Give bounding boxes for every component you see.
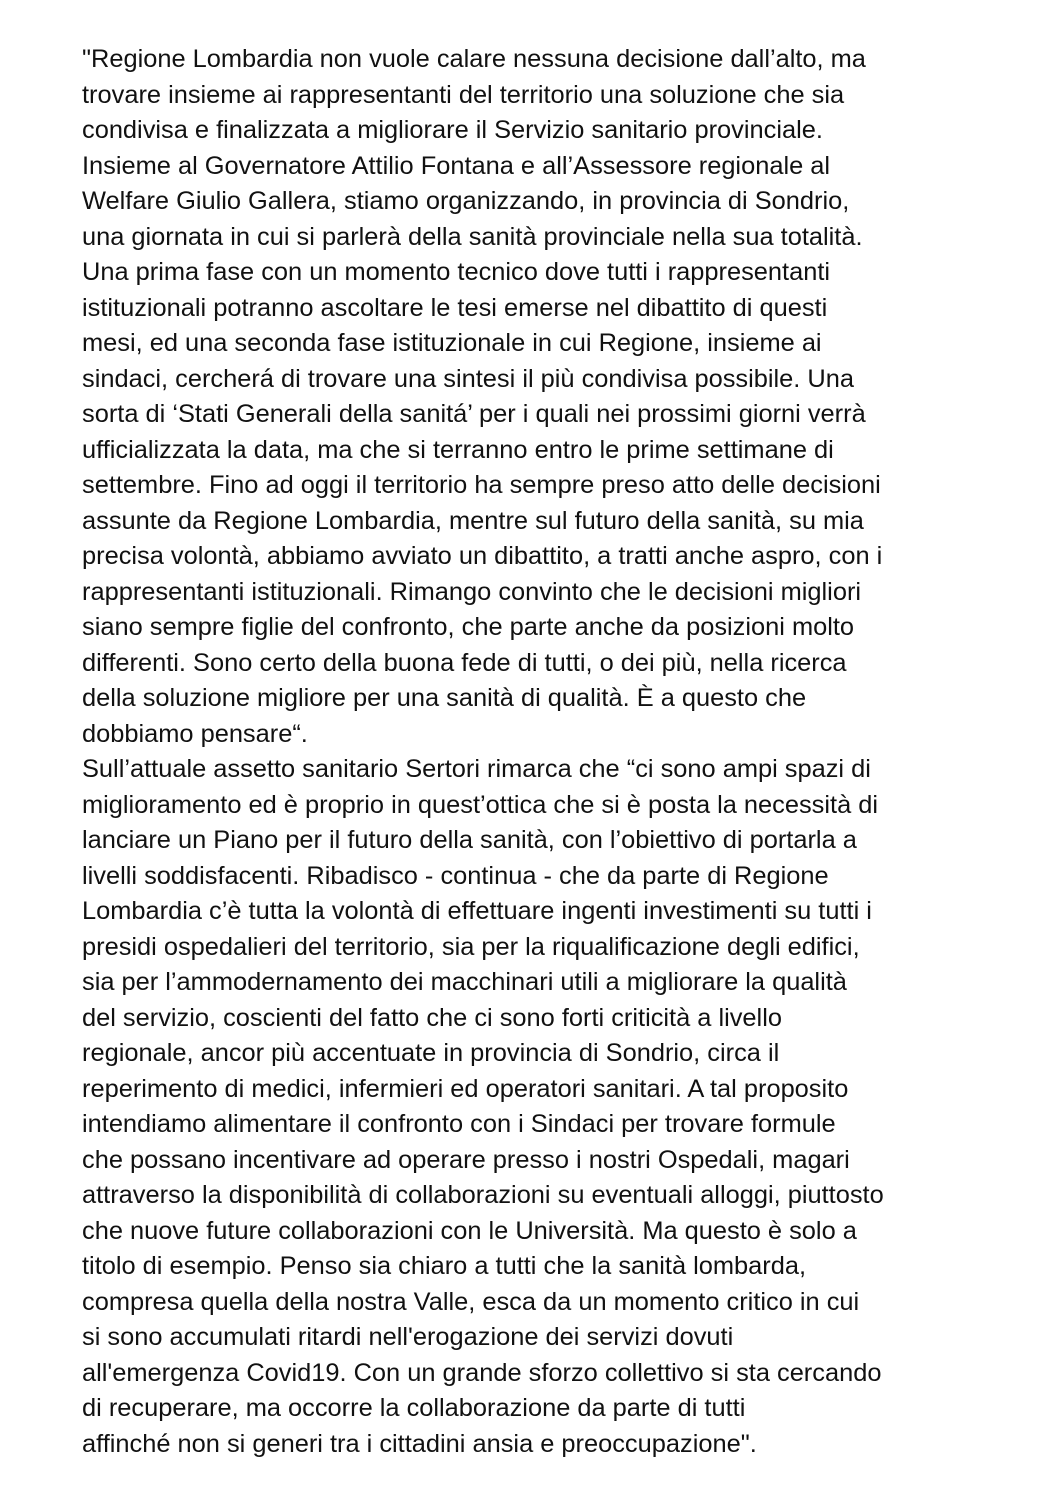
text-line: condivisa e finalizzata a migliorare il Servizio sanitario provinciale. — [82, 116, 823, 144]
text-line: di recuperare, ma occorre la collaborazione da parte di tutti — [82, 1394, 746, 1422]
text-line: lanciare un Piano per il futuro della sanità, con l’obiettivo di portarla a — [82, 826, 857, 854]
text-line: una giornata in cui si parlerà della sanità provinciale nella sua totalità. — [82, 222, 863, 251]
text-line: trovare insieme ai rappresentanti del territorio una soluzione che sia — [82, 80, 845, 109]
text-line: attraverso la disponibilità di collaborazioni su eventuali alloggi, piuttosto — [82, 1181, 884, 1209]
text-line: che nuove future collaborazioni con le Università. Ma questo è solo a — [82, 1216, 857, 1245]
text-line: precisa volontà, abbiamo avviato un dibattito, a tratti anche aspro, con i — [82, 542, 883, 570]
text-line: "Regione Lombardia non vuole calare nessuna decisione dall’alto, ma — [82, 45, 866, 73]
text-line: all'emergenza Covid19. Con un grande sforzo collettivo si sta cercando — [82, 1358, 882, 1387]
text-line: Lombardia c’è tutta la volontà di effettuare ingenti investimenti su tutti i — [82, 897, 872, 925]
text-line: sia per l’ammodernamento dei macchinari utili a migliorare la qualità — [82, 968, 847, 996]
text-line: Una prima fase con un momento tecnico dove tutti i rappresentanti — [82, 258, 831, 286]
text-line: livelli soddisfacenti. Ribadisco - continua - che da parte di Regione — [82, 861, 829, 890]
text-line: differenti. Sono certo della buona fede di tutti, o dei più, nella ricerca — [82, 648, 847, 677]
text-line: Welfare Giulio Gallera, stiamo organizzando, in provincia di Sondrio, — [82, 187, 850, 215]
text-line: rappresentanti istituzionali. Rimango convinto che le decisioni migliori — [82, 577, 862, 606]
text-line: Sull’attuale assetto sanitario Sertori rimarca che “ci sono ampi spazi di — [82, 755, 871, 783]
text-line: compresa quella della nostra Valle, esca da un momento critico in cui — [82, 1287, 860, 1316]
text-line: regionale, ancor più accentuate in provincia di Sondrio, circa il — [82, 1039, 780, 1067]
text-line: assunte da Regione Lombardia, mentre sul futuro della sanità, su mia — [82, 506, 864, 535]
text-line: del servizio, coscienti del fatto che ci sono forti criticità a livello — [82, 1003, 782, 1032]
text-line: titolo di esempio. Penso sia chiaro a tutti che la sanità lombarda, — [82, 1252, 807, 1280]
text-line: reperimento di medici, infermieri ed operatori sanitari. A tal proposito — [82, 1074, 849, 1103]
text-line: siano sempre figlie del confronto, che parte anche da posizioni molto — [82, 613, 855, 641]
document-body — [82, 42, 1042, 1462]
text-line: sindaci, cercherá di trovare una sintesi il più condivisa possibile. Una — [82, 364, 854, 393]
text-line: ufficializzata la data, ma che si terranno entro le prime settimane di — [82, 435, 834, 464]
text-line: intendiamo alimentare il confronto con i Sindaci per trovare formule — [82, 1110, 836, 1138]
text-line: mesi, ed una seconda fase istituzionale in cui Regione, insieme ai — [82, 329, 822, 357]
text-line: settembre. Fino ad oggi il territorio ha sempre preso atto delle decisioni — [82, 471, 881, 499]
text-line: si sono accumulati ritardi nell'erogazione dei servizi dovuti — [82, 1323, 734, 1351]
text-line: dobbiamo pensare“. — [82, 719, 308, 748]
text-line: della soluzione migliore per una sanità di qualità. È a questo che — [82, 684, 807, 712]
text-line: che possano incentivare ad operare presso i nostri Ospedali, magari — [82, 1145, 850, 1174]
text-line: istituzionali potranno ascoltare le tesi emerse nel dibattito di questi — [82, 293, 828, 322]
text-line: sorta di ‘Stati Generali della sanitá’ per i quali nei prossimi giorni verrà — [82, 400, 866, 428]
text-line: presidi ospedalieri del territorio, sia per la riqualificazione degli edifici, — [82, 932, 860, 961]
text-line: Insieme al Governatore Attilio Fontana e all’Assessore regionale al — [82, 151, 831, 180]
text-line: miglioramento ed è proprio in quest’ottica che si è posta la necessità di — [82, 790, 879, 819]
text-line: affinché non si generi tra i cittadini ansia e preoccupazione". — [82, 1429, 757, 1458]
